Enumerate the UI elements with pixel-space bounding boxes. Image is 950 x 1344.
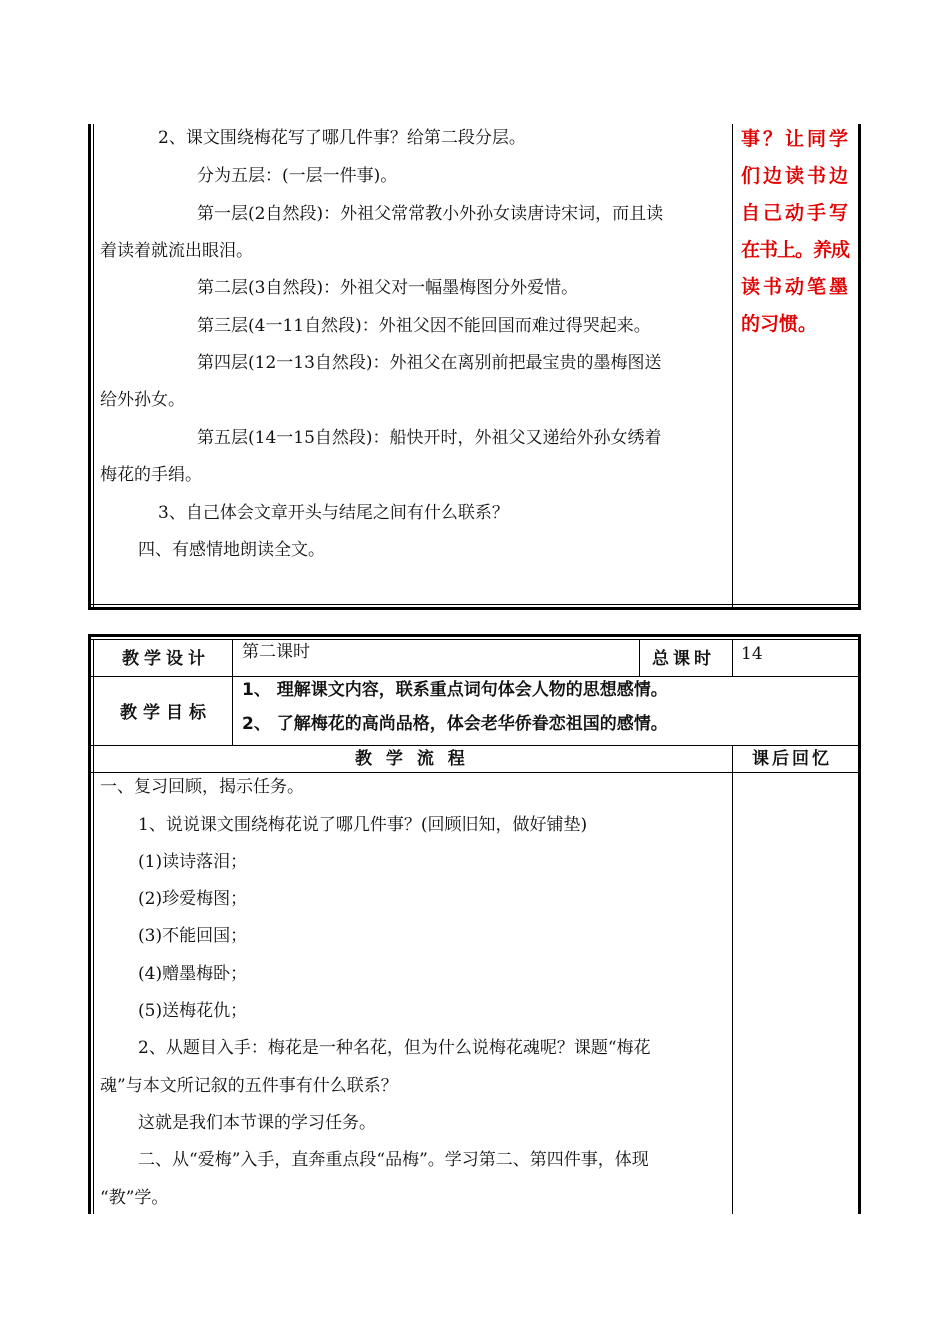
label-teaching-flow: 教 学 流 程 xyxy=(355,749,469,769)
note-line-2: 们边读书边 xyxy=(741,165,852,187)
goal-2: 2、 了解梅花的高尚品格，体会老华侨眷恋祖国的感情。 xyxy=(242,714,668,734)
t2-line-5: (3)不能回国； xyxy=(138,926,248,946)
t2-line-6: (4)赠墨梅卧； xyxy=(138,964,248,984)
label-teaching-design: 教学设计 xyxy=(122,649,210,669)
table2-top-border xyxy=(88,639,861,640)
label-total-lessons: 总课时 xyxy=(652,649,715,669)
table1-left-border-inner xyxy=(93,124,94,608)
t2-line-7: (5)送梅花仇； xyxy=(138,1001,248,1021)
t1-line-9: 第五层(14一15自然段)：船快开时，外祖父又递给外孙女绣着 xyxy=(197,428,662,448)
table1-divider xyxy=(732,124,733,608)
t2-line-10: 这就是我们本节课的学习任务。 xyxy=(138,1113,376,1133)
t2-line-8: 2、从题目入手：梅花是一种名花，但为什么说梅花魂呢？课题“梅花 xyxy=(138,1038,651,1058)
table2-top-border-thick xyxy=(88,634,861,637)
t1-line-1: 2、课文围绕梅花写了哪几件事？给第二段分层。 xyxy=(158,128,526,148)
table2-row1-bottom xyxy=(88,676,861,677)
t2-line-3: (1)读诗落泪； xyxy=(138,852,248,872)
t1-line-12: 四、有感情地朗读全文。 xyxy=(138,540,325,560)
t1-line-10: 梅花的手绢。 xyxy=(100,465,202,485)
t2-line-12: “教”学。 xyxy=(100,1188,169,1208)
table2-row2-bottom xyxy=(88,745,861,746)
label-teaching-goals: 教学目标 xyxy=(120,703,212,723)
t1-line-2: 分为五层：(一层一件事)。 xyxy=(197,166,398,186)
table2-row3-bottom xyxy=(88,772,861,773)
note-line-5: 读书动笔墨 xyxy=(741,276,852,298)
total-lessons-value: 14 xyxy=(741,644,763,664)
note-line-3: 自己动手写 xyxy=(741,202,852,224)
note-line-1: 事？让同学 xyxy=(741,128,852,150)
table1-right-border xyxy=(858,124,861,610)
table1-left-border xyxy=(88,124,91,610)
table2-label-divider xyxy=(232,639,233,745)
table2-review-divider xyxy=(732,745,733,1214)
t2-line-1: 一、复习回顾，揭示任务。 xyxy=(100,777,304,797)
table2-lesson-divider xyxy=(639,639,640,676)
t1-line-3: 第一层(2自然段)：外祖父常常教小外孙女读唐诗宋词，而且读 xyxy=(197,204,664,224)
table2-left-border-inner xyxy=(93,639,94,1214)
t1-line-8: 给外孙女。 xyxy=(100,390,185,410)
t2-line-2: 1、说说课文围绕梅花说了哪几件事？(回顾旧知，做好铺垫) xyxy=(138,815,588,835)
table1-bottom-border xyxy=(88,604,861,605)
table2-right-border xyxy=(858,634,861,1214)
lesson-value: 第二课时 xyxy=(242,642,310,662)
t1-line-5: 第二层(3自然段)：外祖父对一幅墨梅图分外爱惜。 xyxy=(197,278,579,298)
t1-line-4: 着读着就流出眼泪。 xyxy=(100,241,253,261)
table2-left-border xyxy=(88,634,91,1214)
t1-line-7: 第四层(12一13自然段)：外祖父在离别前把最宝贵的墨梅图送 xyxy=(197,353,662,373)
note-line-6: 的习惯。 xyxy=(741,313,818,335)
note-line-4: 在书上。养成 xyxy=(741,239,850,261)
t1-line-11: 3、自己体会文章开头与结尾之间有什么联系？ xyxy=(158,503,509,523)
table1-bottom-border-thick xyxy=(88,607,861,610)
goal-1: 1、 理解课文内容，联系重点词句体会人物的思想感情。 xyxy=(242,680,668,700)
table2-total-divider xyxy=(732,639,733,676)
t2-line-11: 二、从“爱梅”入手，直奔重点段“品梅”。学习第二、第四件事，体现 xyxy=(138,1150,649,1170)
t2-line-4: (2)珍爱梅图； xyxy=(138,889,248,909)
t1-line-6: 第三层(4一11自然段)：外祖父因不能回国而难过得哭起来。 xyxy=(197,316,651,336)
t2-line-9: 魂”与本文所记叙的五件事有什么联系？ xyxy=(100,1076,398,1096)
label-after-class-review: 课后回忆 xyxy=(752,749,832,769)
